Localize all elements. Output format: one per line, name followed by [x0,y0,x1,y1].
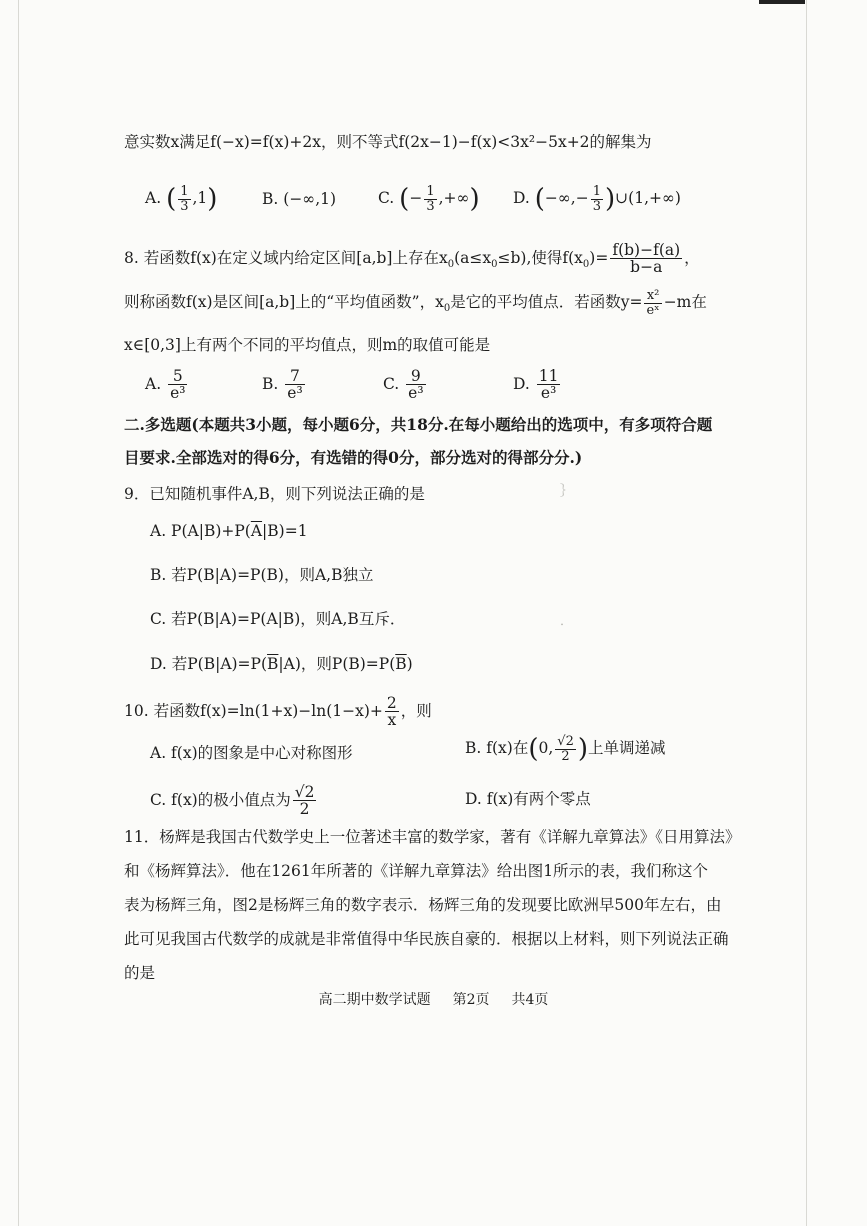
footer-total: 共4页 [511,992,549,1008]
q9-option-b: B. 若P(B|A)=P(B)，则A,B独立 [150,566,374,584]
q10-option-a: A. f(x)的图象是中心对称图形 [150,744,353,762]
page-edge-left [18,0,19,1226]
page-footer [0,989,867,1009]
q7-option-a: A. ( $\frac{1}{3}$ ,1) [145,184,218,215]
footer-page: 第2页 [452,992,490,1008]
q8-option-b: B. $\frac{7}{\text{e³}}$ [262,367,303,403]
q10-stem: 10. 若函数f(x)=ln(1+x)−ln(1−x)+ $\frac{2}{x}$ ，则 [124,694,432,730]
q8-line3: x∈[0,3]上有两个不同的平均值点，则m的取值可能是 [124,336,491,354]
q8-line2: 则称函数f(x)是区间[a,b]上的“平均值函数”，$x_0$是它的平均值点．若函数y= $\frac{\text{x²}}{\text{eˣ}}$ −m在 [124,288,707,318]
q7-stem: 意实数x满足f(−x)=f(x)+2x，则不等式f(2x−1)−f(x)<3x²−5x+2的解集为 [124,133,652,151]
q11-line4: 此可见我国古代数学的成就是非常值得中华民族自豪的．根据以上材料，则下列说法正确 [124,930,729,948]
bleed-through: ． [560,614,574,629]
q11-line2: 和《杨辉算法》．他在1261年所著的《详解九章算法》给出图1所示的表，我们称这个 [124,862,709,880]
q9-stem: 9．已知随机事件A,B，则下列说法正确的是 [124,485,425,503]
q9-option-c: C. 若P(B|A)=P(A|B)，则A,B互斥． [150,610,406,628]
q11-line1: 11．杨辉是我国古代数学史上一位著述丰富的数学家，著有《详解九章算法》《日用算法》 [124,828,741,846]
q7-option-b: B. (−∞,1) [262,190,337,208]
q8-option-a: A. $\frac{5}{\text{e³}}$ [145,367,186,403]
q10-option-d: D. f(x)有两个零点 [465,790,591,808]
q9-option-d: D. 若$P(B|A)=P(\overline{B}|A)$，则$P(B)=P(\overline{B})$ [150,655,413,673]
q10-option-b: B. f(x)在(0, $\frac{√2}{2}$ )上单调递减 [465,734,666,765]
q8-line1: 8. 若函数f(x)在定义域内给定区间[a,b]上存在$x_0(a\le x_0\le b)$,使得$f(x_0)=$ $\frac{f(b)-f(a)}{b-a}$ ， [124,241,700,277]
q11-line3: 表为杨辉三角，图2是杨辉三角的数字表示．杨辉三角的发现要比欧洲早500年左右，由 [124,896,722,914]
q7-option-c: C. (− $\frac{1}{3}$ ,+∞) [378,184,480,215]
q10-option-c: C. f(x)的极小值点为 $\frac{√2}{2}$ [150,783,315,819]
q9-option-a: A. $P(A|B)+P(\overline{A}|B)=1$ [150,522,308,540]
section2-header-line2: 目要求.全部选对的得6分，有选错的得0分，部分选对的得部分分.) [124,448,583,467]
section2-header-line1: 二.多选题(本题共3小题，每小题6分，共18分.在每小题给出的选项中，有多项符合题 [124,415,713,434]
q7-option-d: D. (−∞,− $\frac{1}{3}$ )∪(1,+∞) [513,184,681,215]
q8-option-d: D. $\frac{11}{\text{e³}}$ [513,367,559,403]
bleed-through: ｝ [560,484,574,499]
q11-line5: 的是 [124,964,156,982]
scan-mark [759,0,805,4]
q8-option-c: C. $\frac{9}{\text{e³}}$ [383,367,424,403]
footer-title: 高二期中数学试题 [318,992,431,1008]
page-edge-right [806,0,807,1226]
